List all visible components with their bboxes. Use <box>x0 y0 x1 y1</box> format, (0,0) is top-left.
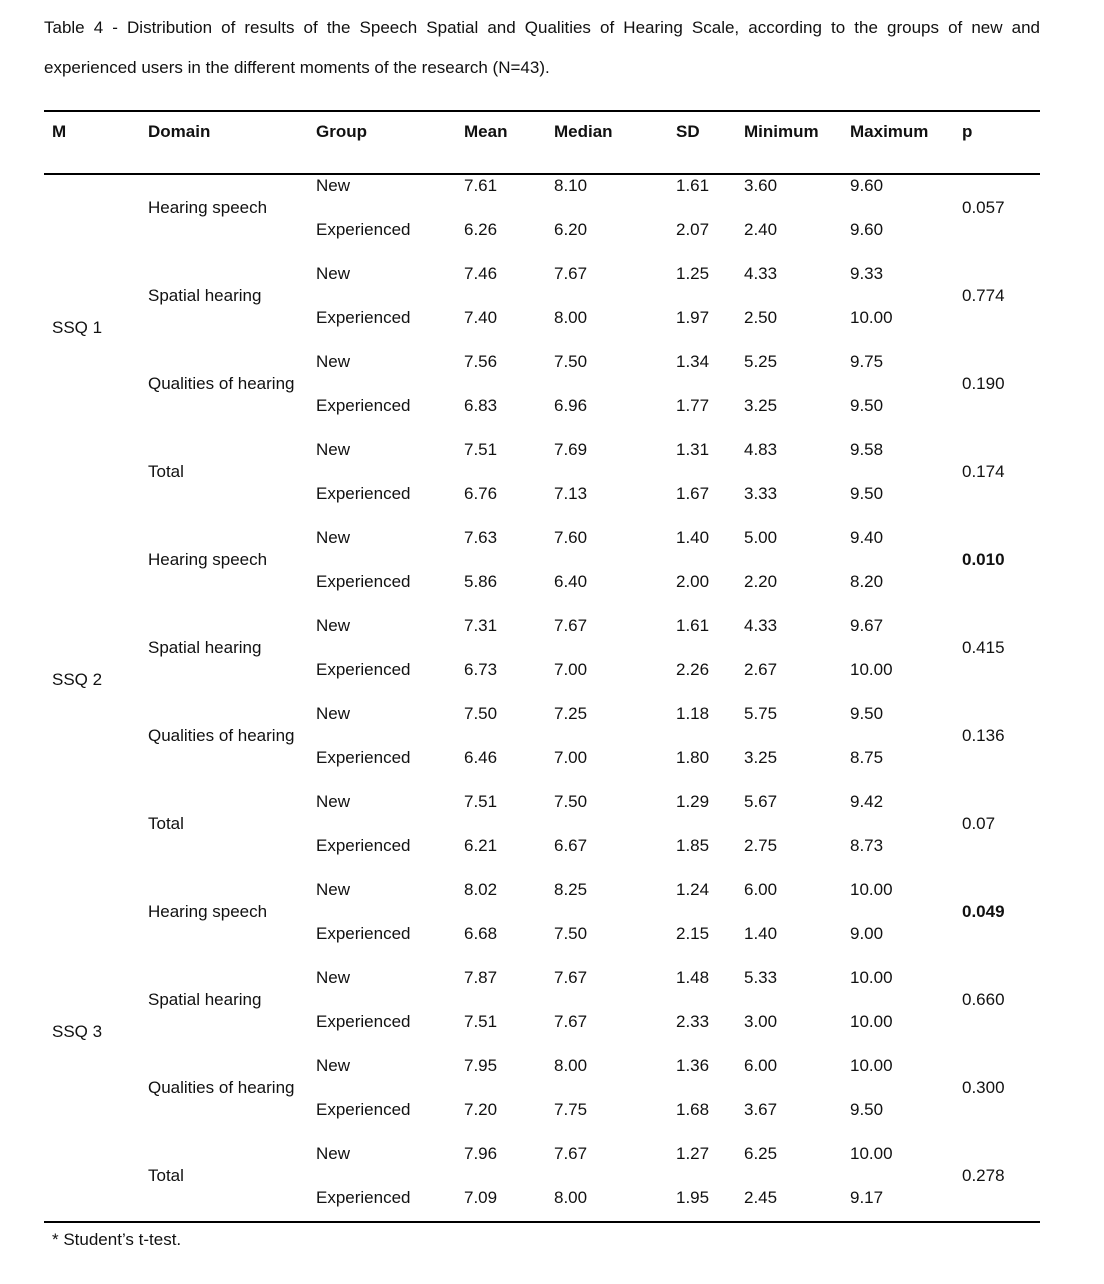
domain-label: Spatial hearing <box>148 990 262 1009</box>
cell-group: Experienced <box>316 572 411 591</box>
cell-mean: 7.63 <box>464 528 498 547</box>
cell-minimum: 2.50 <box>744 308 778 327</box>
p-value: 0.07 <box>962 814 996 833</box>
cell-sd: 1.85 <box>676 836 710 855</box>
cell-sd: 1.24 <box>676 880 710 899</box>
header-median: Median <box>554 122 613 141</box>
cell-group: Experienced <box>316 220 411 239</box>
p-value: 0.057 <box>962 198 1005 217</box>
header-sd: SD <box>676 122 700 141</box>
footnote: * Student’s t-test. <box>52 1230 182 1249</box>
cell-group: New <box>316 264 351 283</box>
cell-group: New <box>316 968 351 987</box>
cell-group: New <box>316 440 351 459</box>
cell-maximum: 9.60 <box>850 220 884 239</box>
cell-maximum: 9.40 <box>850 528 884 547</box>
cell-median: 7.00 <box>554 660 588 679</box>
top-rule <box>44 110 1040 112</box>
cell-group: New <box>316 880 351 899</box>
cell-group: New <box>316 528 351 547</box>
cell-sd: 1.61 <box>676 616 710 635</box>
cell-minimum: 4.83 <box>744 440 778 459</box>
cell-maximum: 8.73 <box>850 836 884 855</box>
header-m: M <box>52 122 67 141</box>
cell-mean: 7.46 <box>464 264 498 283</box>
cell-group: New <box>316 1056 351 1075</box>
cell-group: New <box>316 1144 351 1163</box>
cell-sd: 1.80 <box>676 748 710 767</box>
cell-sd: 1.77 <box>676 396 710 415</box>
cell-minimum: 5.67 <box>744 792 778 811</box>
cell-median: 6.96 <box>554 396 588 415</box>
cell-sd: 2.26 <box>676 660 710 679</box>
cell-minimum: 6.25 <box>744 1144 778 1163</box>
cell-sd: 1.95 <box>676 1188 710 1207</box>
cell-median: 7.67 <box>554 1012 588 1031</box>
cell-median: 6.67 <box>554 836 588 855</box>
header-rule <box>44 173 1040 175</box>
cell-group: Experienced <box>316 660 411 679</box>
cell-mean: 7.51 <box>464 792 498 811</box>
cell-minimum: 5.00 <box>744 528 778 547</box>
cell-maximum: 10.00 <box>850 660 893 679</box>
p-value: 0.278 <box>962 1166 1005 1185</box>
cell-mean: 6.83 <box>464 396 498 415</box>
cell-maximum: 9.50 <box>850 396 884 415</box>
cell-minimum: 2.75 <box>744 836 778 855</box>
cell-group: Experienced <box>316 484 411 503</box>
cell-mean: 7.31 <box>464 616 498 635</box>
cell-median: 6.40 <box>554 572 588 591</box>
cell-group: Experienced <box>316 308 411 327</box>
p-value: 0.136 <box>962 726 1005 745</box>
cell-group: New <box>316 176 351 195</box>
moment-label: SSQ 3 <box>52 1022 103 1041</box>
domain-label: Spatial hearing <box>148 286 262 305</box>
header-domain: Domain <box>148 122 211 141</box>
cell-mean: 6.21 <box>464 836 498 855</box>
cell-minimum: 2.40 <box>744 220 778 239</box>
cell-sd: 1.48 <box>676 968 710 987</box>
cell-median: 7.50 <box>554 352 588 371</box>
cell-group: New <box>316 792 351 811</box>
p-value: 0.049 <box>962 902 1005 921</box>
domain-label: Spatial hearing <box>148 638 262 657</box>
cell-minimum: 3.25 <box>744 396 778 415</box>
cell-sd: 1.18 <box>676 704 710 723</box>
cell-median: 7.25 <box>554 704 588 723</box>
cell-median: 7.75 <box>554 1100 588 1119</box>
cell-maximum: 10.00 <box>850 1144 893 1163</box>
cell-group: Experienced <box>316 1012 411 1031</box>
cell-mean: 7.40 <box>464 308 498 327</box>
cell-mean: 7.56 <box>464 352 498 371</box>
cell-maximum: 10.00 <box>850 880 893 899</box>
moment-label: SSQ 1 <box>52 318 103 337</box>
cell-median: 8.25 <box>554 880 588 899</box>
cell-group: New <box>316 352 351 371</box>
cell-median: 6.20 <box>554 220 588 239</box>
cell-median: 7.67 <box>554 264 588 283</box>
cell-mean: 7.09 <box>464 1188 498 1207</box>
cell-mean: 8.02 <box>464 880 498 899</box>
cell-median: 7.50 <box>554 792 588 811</box>
cell-median: 7.67 <box>554 616 588 635</box>
cell-minimum: 5.25 <box>744 352 778 371</box>
cell-median: 8.00 <box>554 308 588 327</box>
cell-minimum: 2.67 <box>744 660 778 679</box>
cell-sd: 1.34 <box>676 352 710 371</box>
cell-maximum: 10.00 <box>850 1056 893 1075</box>
cell-sd: 1.40 <box>676 528 710 547</box>
cell-group: Experienced <box>316 1100 411 1119</box>
cell-median: 8.00 <box>554 1056 588 1075</box>
cell-median: 7.00 <box>554 748 588 767</box>
cell-minimum: 5.75 <box>744 704 778 723</box>
table-caption: Table 4 - Distribution of results of the Speech Spatial and Qualities of Hearing Scale, according to the groups of new and experienced users in the different moments of the research (N=43). <box>44 18 1040 77</box>
domain-label: Total <box>148 1166 184 1185</box>
cell-mean: 7.61 <box>464 176 498 195</box>
cell-maximum: 9.50 <box>850 1100 884 1119</box>
cell-sd: 1.68 <box>676 1100 710 1119</box>
cell-group: Experienced <box>316 1188 411 1207</box>
cell-minimum: 4.33 <box>744 264 778 283</box>
cell-mean: 7.20 <box>464 1100 498 1119</box>
moment-label: SSQ 2 <box>52 670 103 689</box>
cell-mean: 6.46 <box>464 748 498 767</box>
cell-sd: 1.97 <box>676 308 710 327</box>
cell-mean: 7.51 <box>464 1012 498 1031</box>
cell-minimum: 2.45 <box>744 1188 778 1207</box>
header-maximum: Maximum <box>850 122 929 141</box>
domain-label: Qualities of hearing <box>148 374 295 393</box>
cell-maximum: 9.50 <box>850 484 884 503</box>
cell-median: 7.50 <box>554 924 588 943</box>
cell-sd: 1.29 <box>676 792 710 811</box>
cell-maximum: 9.75 <box>850 352 884 371</box>
cell-sd: 2.00 <box>676 572 710 591</box>
bottom-rule <box>44 1221 1040 1223</box>
cell-maximum: 10.00 <box>850 1012 893 1031</box>
cell-median: 8.00 <box>554 1188 588 1207</box>
cell-mean: 5.86 <box>464 572 498 591</box>
cell-group: Experienced <box>316 396 411 415</box>
cell-sd: 2.33 <box>676 1012 710 1031</box>
cell-maximum: 8.20 <box>850 572 884 591</box>
cell-mean: 6.68 <box>464 924 498 943</box>
cell-group: Experienced <box>316 924 411 943</box>
header-group: Group <box>316 122 367 141</box>
cell-mean: 7.95 <box>464 1056 498 1075</box>
cell-maximum: 10.00 <box>850 308 893 327</box>
cell-median: 7.69 <box>554 440 588 459</box>
cell-mean: 7.50 <box>464 704 498 723</box>
cell-sd: 2.15 <box>676 924 710 943</box>
cell-group: Experienced <box>316 836 411 855</box>
header-p: p <box>962 122 973 141</box>
cell-mean: 7.51 <box>464 440 498 459</box>
cell-sd: 1.67 <box>676 484 710 503</box>
cell-minimum: 6.00 <box>744 880 778 899</box>
cell-minimum: 6.00 <box>744 1056 778 1075</box>
cell-group: New <box>316 704 351 723</box>
cell-median: 7.67 <box>554 1144 588 1163</box>
cell-mean: 7.96 <box>464 1144 498 1163</box>
p-value: 0.174 <box>962 462 1005 481</box>
header-minimum: Minimum <box>744 122 819 141</box>
domain-label: Hearing speech <box>148 902 268 921</box>
cell-minimum: 3.33 <box>744 484 778 503</box>
domain-label: Total <box>148 462 184 481</box>
cell-minimum: 3.67 <box>744 1100 778 1119</box>
cell-median: 7.67 <box>554 968 588 987</box>
p-value: 0.190 <box>962 374 1005 393</box>
domain-label: Total <box>148 814 184 833</box>
cell-minimum: 3.00 <box>744 1012 778 1031</box>
cell-group: New <box>316 616 351 635</box>
domain-label: Hearing speech <box>148 198 268 217</box>
cell-minimum: 3.60 <box>744 176 778 195</box>
cell-sd: 1.31 <box>676 440 710 459</box>
domain-label: Hearing speech <box>148 550 268 569</box>
cell-median: 7.13 <box>554 484 588 503</box>
cell-maximum: 9.67 <box>850 616 884 635</box>
cell-maximum: 9.00 <box>850 924 884 943</box>
domain-label: Qualities of hearing <box>148 1078 295 1097</box>
cell-maximum: 9.42 <box>850 792 884 811</box>
p-value: 0.010 <box>962 550 1005 569</box>
cell-median: 8.10 <box>554 176 588 195</box>
p-value: 0.774 <box>962 286 1005 305</box>
domain-label: Qualities of hearing <box>148 726 295 745</box>
p-value: 0.660 <box>962 990 1005 1009</box>
cell-maximum: 9.60 <box>850 176 884 195</box>
p-value: 0.415 <box>962 638 1005 657</box>
cell-maximum: 10.00 <box>850 968 893 987</box>
cell-group: Experienced <box>316 748 411 767</box>
header-mean: Mean <box>464 122 508 141</box>
cell-sd: 1.36 <box>676 1056 710 1075</box>
cell-mean: 6.73 <box>464 660 498 679</box>
cell-sd: 1.27 <box>676 1144 710 1163</box>
cell-sd: 2.07 <box>676 220 710 239</box>
cell-mean: 7.87 <box>464 968 498 987</box>
cell-maximum: 9.58 <box>850 440 884 459</box>
cell-maximum: 9.17 <box>850 1188 884 1207</box>
cell-maximum: 9.50 <box>850 704 884 723</box>
cell-mean: 6.76 <box>464 484 498 503</box>
cell-median: 7.60 <box>554 528 588 547</box>
cell-minimum: 4.33 <box>744 616 778 635</box>
cell-sd: 1.25 <box>676 264 710 283</box>
cell-maximum: 8.75 <box>850 748 884 767</box>
p-value: 0.300 <box>962 1078 1005 1097</box>
cell-minimum: 3.25 <box>744 748 778 767</box>
cell-minimum: 2.20 <box>744 572 778 591</box>
cell-sd: 1.61 <box>676 176 710 195</box>
cell-minimum: 5.33 <box>744 968 778 987</box>
cell-mean: 6.26 <box>464 220 498 239</box>
cell-maximum: 9.33 <box>850 264 884 283</box>
cell-minimum: 1.40 <box>744 924 778 943</box>
